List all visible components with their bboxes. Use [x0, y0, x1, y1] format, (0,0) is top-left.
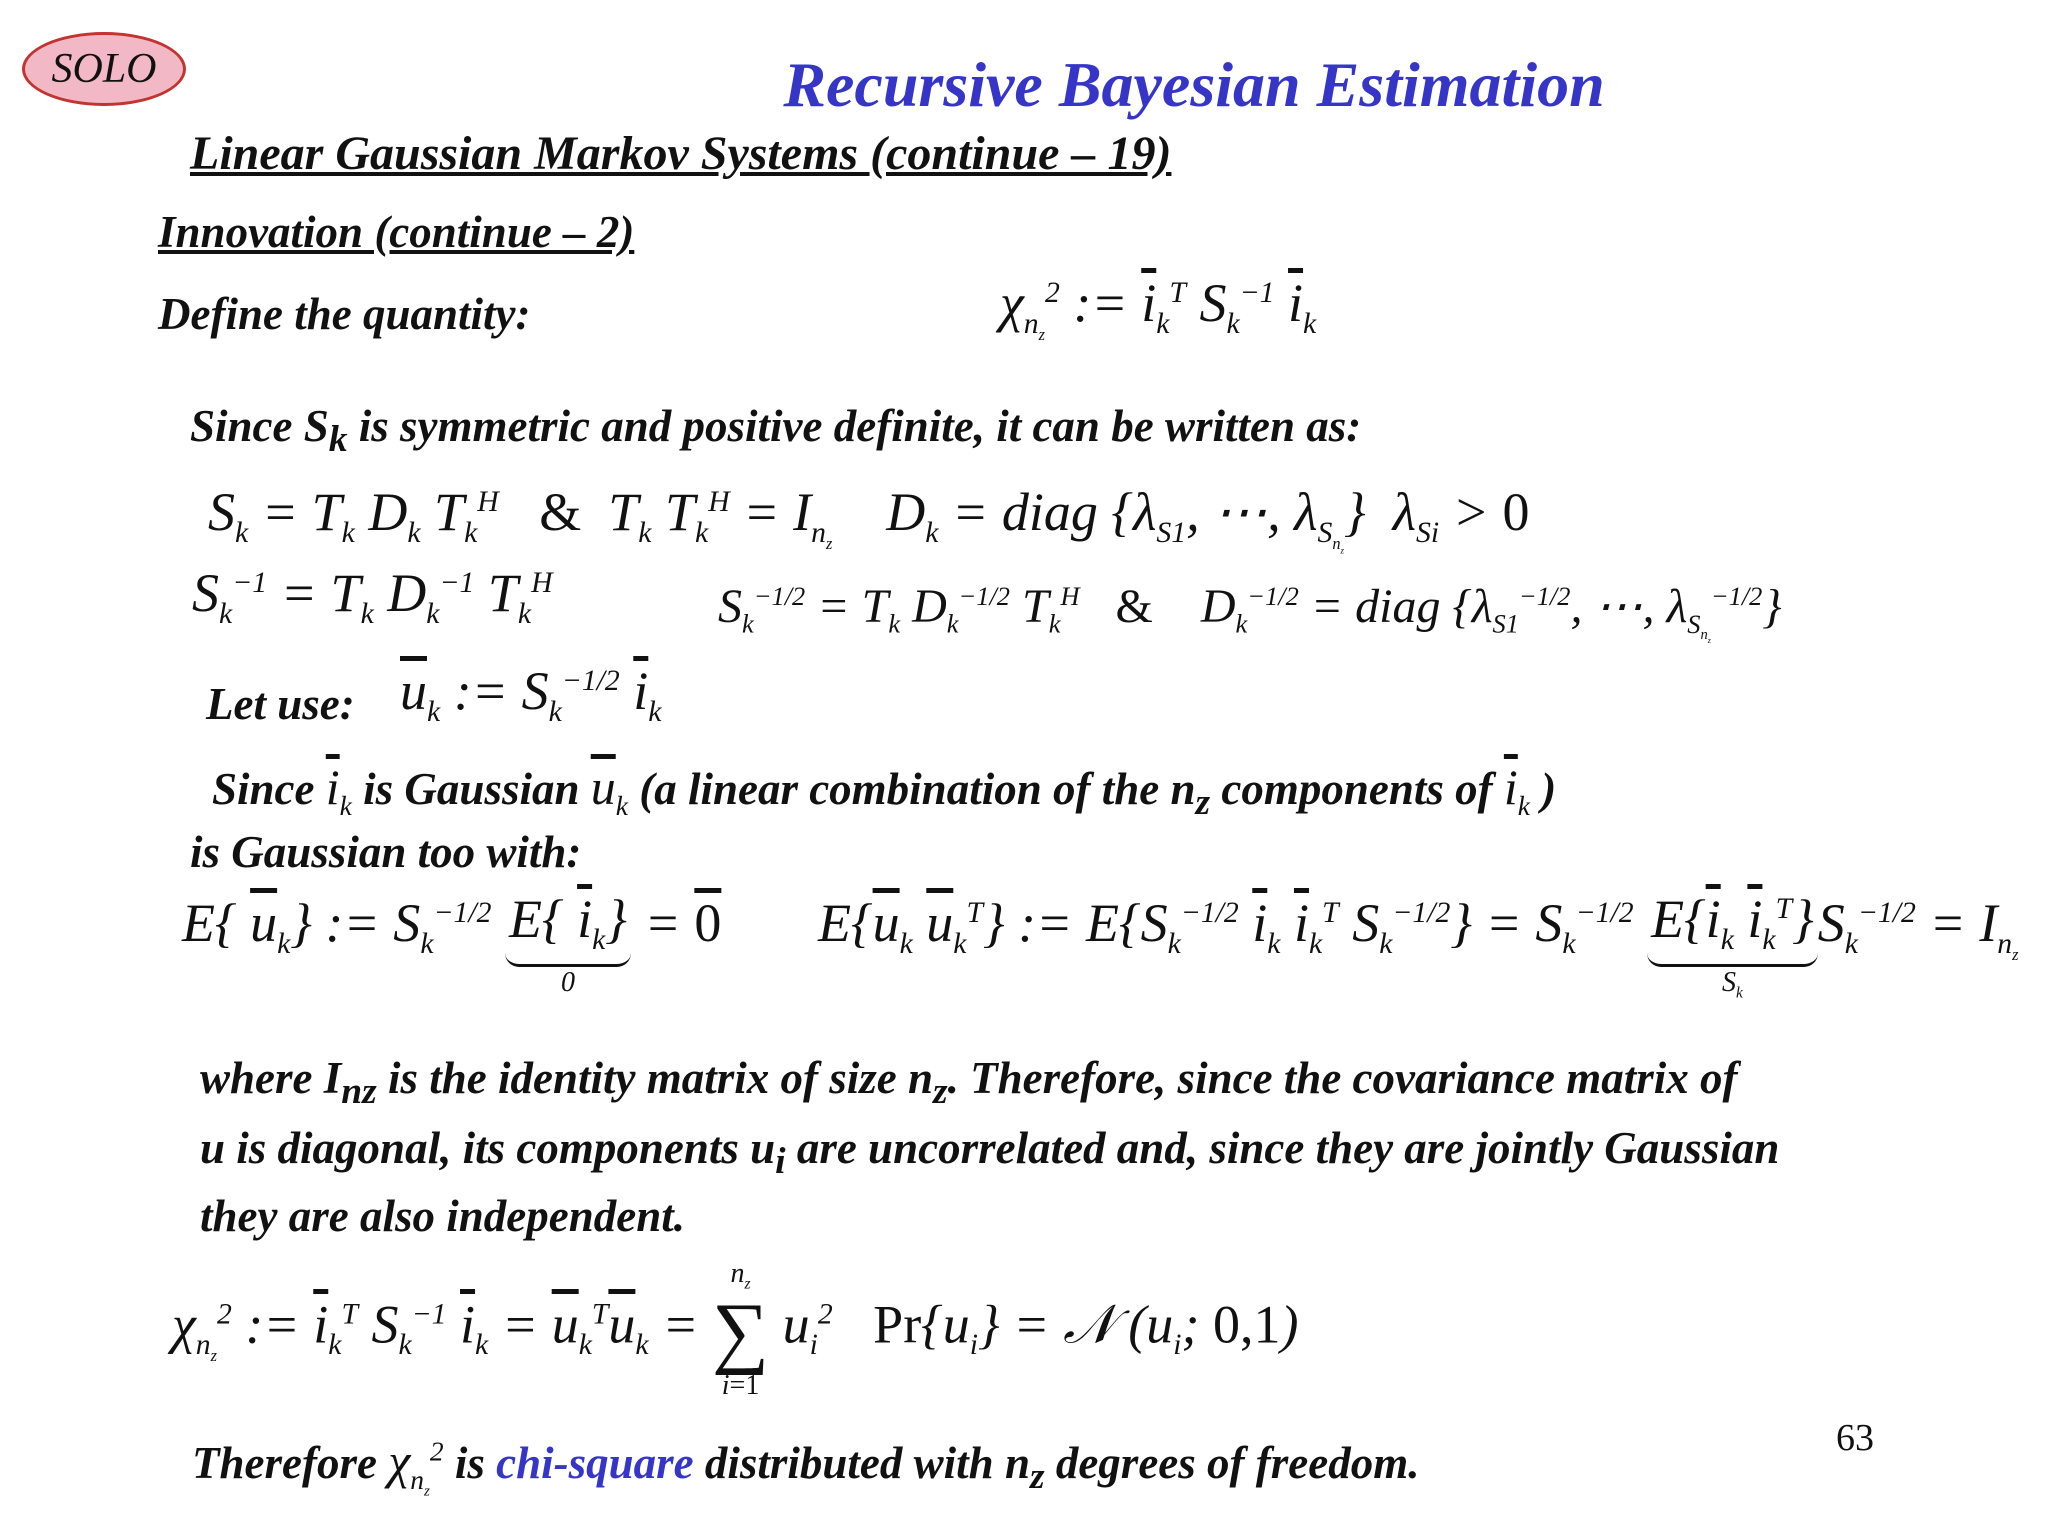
expectation-u-eq: E{ $\overline{u}_k$} := $S_k^{-1/2}$ E{ $\overline{i}_k$} 0 = 0 — [182, 889, 722, 998]
subsection-heading: Innovation (continue – 2) — [158, 207, 635, 257]
since-sk-text: Since $S_k$ is symmetric and positive definite, it can be written as: — [190, 401, 1362, 460]
u-definition-eq: $\overline{u}_k$ := $S_k^{-1/2}$ $\overline{i}_k$ — [400, 661, 662, 728]
expectation-brace-sk: $E\{\overline{i}_k$ $\overline{i}_k^T$} $S_k$ — [1647, 892, 1818, 1001]
page-number: 63 — [1836, 1417, 1874, 1459]
where-line-3: they are also independent. — [200, 1191, 685, 1241]
where-line-2: u is diagonal, its components $u_i$ are uncorrelated and, since they are jointly Gaussian — [200, 1123, 1780, 1182]
chi-square-sum-eq: $\chi_{n_z}^2$ := $\overline{i}_k^T$ $S_k^{-1}$ $\overline{i}_k = \overline{u}_k^T\overline{u}_k$ = $n_z$ ∑ i=1 $u_i^2$ $Pr\{u_i\}$ = 𝒩 ($u_i$; 0,1) — [172, 1258, 1299, 1401]
inverse-s-eq: $S_k^{-1} = T_k$ $D_k^{-1}$ $T_k^H$ — [192, 563, 553, 630]
where-line-1: where $I_{nz}$ is the identity matrix of size $n_z$. Therefore, since the covariance matrix of — [200, 1053, 1738, 1112]
section-heading: Linear Gaussian Markov Systems (continue – 19) — [190, 127, 1172, 180]
expectation-brace-zero: E{ $\overline{i}_k$} 0 — [505, 892, 631, 997]
define-text: Define the quantity: — [158, 289, 531, 339]
sqrt-inverse-eq: $S_k^{-1/2} = T_k$ $D_k^{-1/2}$ $T_k^H$ & $D_k^{-1/2}$ = diag {$\lambda_{S1}^{-1/2}$, ⋯, $\lambda_{S_{n_z}}^{-1/2}$} — [718, 580, 1782, 645]
chi-square-definition: $\chi_{n_z}^2$ := $\overline{i}_k^T$ $S_k^{-1}$ $\overline{i}_k$ — [1000, 273, 1317, 344]
let-use-text: Let use: — [206, 679, 355, 729]
logo-text: SOLO — [51, 46, 157, 92]
covariance-u-eq: $E\{\overline{u}_k$ $\overline{u}_k^T$} := $E\{S_k^{-1/2}$ $\overline{i}_k$ $\overline{i}_k^T$ $S_k^{-1/2}\} = S_k^{-1/2}$ $E\{\overline{i}_k$ $\overline{i}_k^T$} $S_k$ $S_k^{-1/2} = I_{n_z}$ — [818, 889, 2019, 1002]
since-gaussian-text: Since $\overline{i}_k$ is Gaussian $\overline{u}_k$ (a linear combination of the $n_z$ components of $\overline{i}_k$ ) — [212, 759, 1557, 823]
slide-title: Recursive Bayesian Estimation — [783, 49, 1605, 120]
eigen-decomposition-eq: $S_k = T_k$ $D_k$ $T_k^H$ & $T_k$ $T_k^H = I_{n_z}$ $D_k$ = diag {$\lambda_{S1}$, ⋯, $\lambda_{S_{n_z}}$} $\lambda_{Si} > 0$ — [208, 482, 1530, 555]
chi-square-link: chi-square — [496, 1438, 694, 1488]
therefore-text: Therefore $\chi_{n_z}^2$ is chi-square distributed with $n_z$ degrees of freedom. — [192, 1433, 1420, 1500]
define-label: Define the quantity — [158, 289, 516, 339]
gaussian-too-text: is Gaussian too with: — [190, 827, 582, 877]
